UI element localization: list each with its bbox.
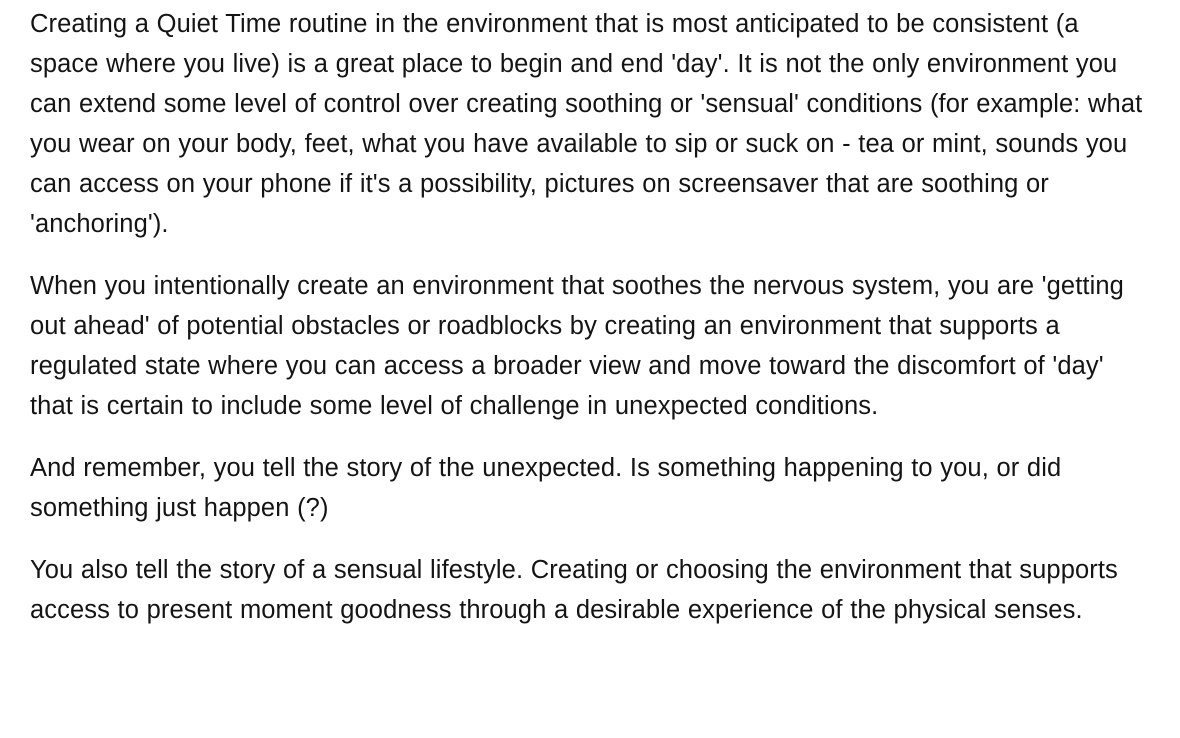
article-body — [30, 4, 1144, 630]
paragraph-4: You also tell the story of a sensual lifestyle. Creating or choosing the environment that supports access to present moment goodness through a desirable experience of the physical senses. — [30, 556, 1118, 624]
paragraph-3: And remember, you tell the story of the unexpected. Is something happening to you, or did something just happen (?) — [30, 454, 1062, 522]
paragraph-1: Creating a Quiet Time routine in the environment that is most anticipated to be consistent (a space where you live) is a great place to begin and end 'day'. It is not the only environment you can extend some level of control over creating soothing or 'sensual' conditions (for example: what you wear on your body, feet, what you have available to sip or suck on - tea or mint, sounds you can access on your phone if it's a possibility, pictures on screensaver that are soothing or 'anchoring'). — [30, 10, 1143, 238]
paragraph-2: When you intentionally create an environment that soothes the nervous system, you are 'getting out ahead' of potential obstacles or roadblocks by creating an environment that supports a regulated state where you can access a broader view and move toward the discomfort of 'day' that is certain to include some level of challenge in unexpected conditions. — [30, 272, 1124, 420]
